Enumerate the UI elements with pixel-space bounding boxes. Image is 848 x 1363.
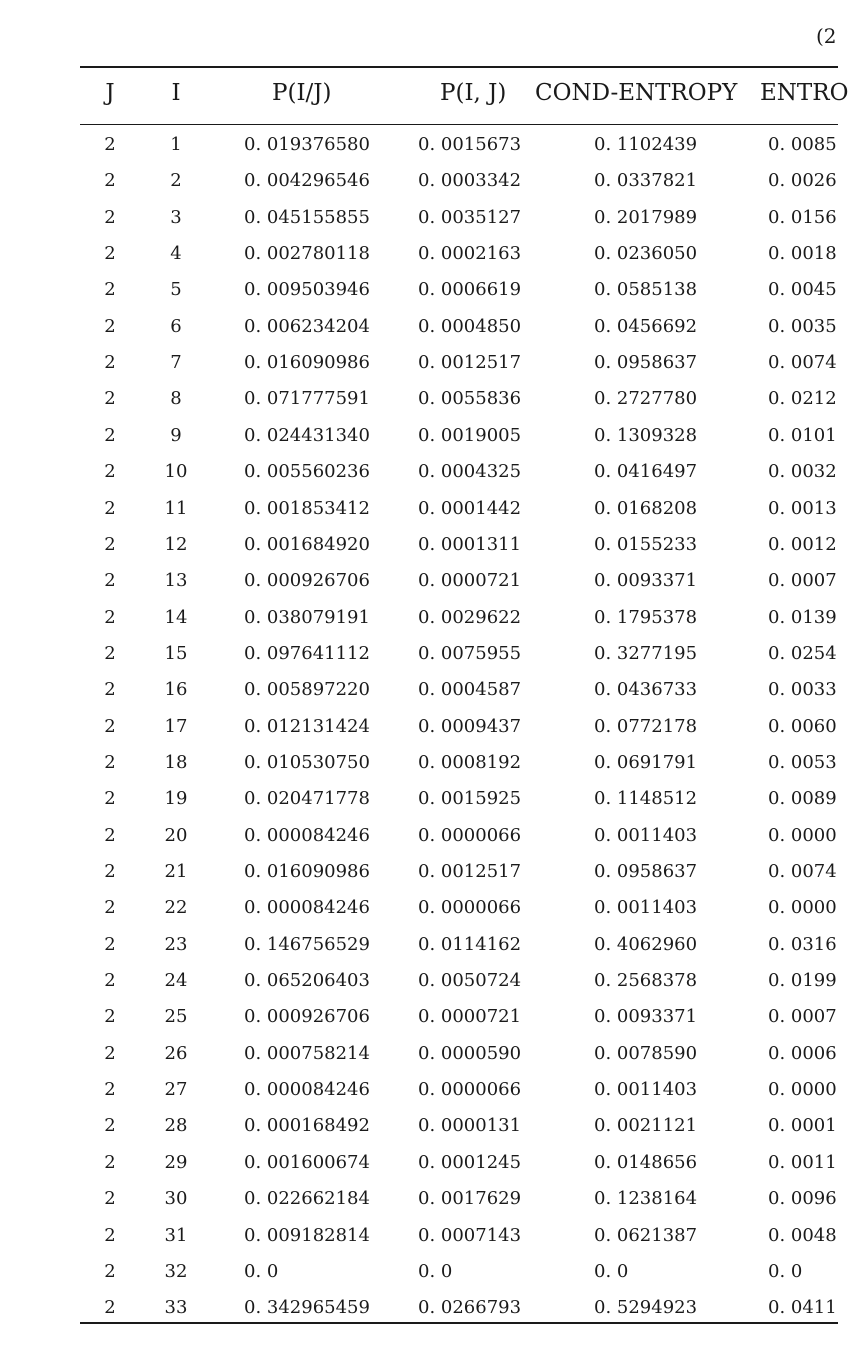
cell-p-i-given-j: 0. 000084246 (244, 1079, 370, 1101)
cell-j: 2 (104, 1079, 116, 1101)
cell-entropy: 0. 0001 (768, 1115, 837, 1137)
table-row (0, 897, 838, 933)
page-number: (2 (816, 24, 837, 48)
cell-j: 2 (104, 279, 116, 301)
table-row (0, 970, 838, 1006)
cell-i: 29 (164, 1151, 188, 1173)
cell-p-i-given-j: 0. 001684920 (244, 533, 370, 555)
cell-p-i-j: 0. 0 (418, 1260, 453, 1282)
cell-i: 25 (164, 1006, 188, 1028)
cell-p-i-given-j: 0. 016090986 (244, 352, 370, 374)
cell-p-i-j: 0. 0012517 (418, 352, 522, 374)
cell-i: 33 (164, 1297, 188, 1319)
cell-entropy: 0. 0156 (768, 206, 837, 228)
header-j: J (105, 80, 115, 106)
cell-entropy: 0. 0007 (768, 1006, 837, 1028)
cell-p-i-given-j: 0. 004296546 (244, 170, 370, 192)
cell-p-i-j: 0. 0004850 (418, 315, 522, 337)
cell-p-i-j: 0. 0055836 (418, 388, 522, 410)
cell-cond-entropy: 0. 0168208 (594, 497, 698, 519)
cell-p-i-j: 0. 0000721 (418, 570, 522, 592)
cell-entropy: 0. 0000 (768, 824, 837, 846)
cell-i: 20 (164, 824, 188, 846)
cell-p-i-j: 0. 0075955 (418, 642, 522, 664)
cell-j: 2 (104, 1260, 116, 1282)
cell-p-i-given-j: 0. 001853412 (244, 497, 370, 519)
cell-entropy: 0. 0032 (768, 461, 837, 483)
table-row (0, 352, 838, 388)
cell-entropy: 0. 0006 (768, 1042, 837, 1064)
cell-entropy: 0. 0007 (768, 570, 837, 592)
table-row (0, 316, 838, 352)
header-p-i-given-j: P(I/J) (272, 80, 332, 106)
cell-cond-entropy: 0. 0 (594, 1260, 629, 1282)
cell-i: 32 (164, 1260, 188, 1282)
cell-p-i-j: 0. 0015925 (418, 788, 522, 810)
cell-cond-entropy: 0. 2727780 (594, 388, 698, 410)
cell-cond-entropy: 0. 0691791 (594, 751, 698, 773)
cell-p-i-given-j: 0. 071777591 (244, 388, 370, 410)
cell-i: 4 (170, 243, 182, 265)
cell-p-i-given-j: 0. 010530750 (244, 751, 370, 773)
cell-p-i-given-j: 0. 009503946 (244, 279, 370, 301)
cell-p-i-given-j: 0. 000758214 (244, 1042, 370, 1064)
cell-entropy: 0. 0212 (768, 388, 837, 410)
table-row (0, 1225, 838, 1261)
table-row (0, 679, 838, 715)
cell-i: 7 (170, 352, 182, 374)
cell-p-i-j: 0. 0000066 (418, 1079, 522, 1101)
cell-p-i-given-j: 0. 005560236 (244, 461, 370, 483)
table-row (0, 243, 838, 279)
cell-p-i-j: 0. 0000721 (418, 1006, 522, 1028)
cell-cond-entropy: 0. 1309328 (594, 424, 698, 446)
table-row (0, 752, 838, 788)
table-top-rule (80, 66, 838, 68)
cell-entropy: 0. 0101 (768, 424, 837, 446)
table-row (0, 425, 838, 461)
cell-entropy: 0. 0199 (768, 970, 837, 992)
cell-j: 2 (104, 1115, 116, 1137)
table-row (0, 825, 838, 861)
cell-cond-entropy: 0. 1148512 (594, 788, 698, 810)
table-row (0, 1043, 838, 1079)
cell-p-i-given-j: 0. 038079191 (244, 606, 370, 628)
cell-j: 2 (104, 134, 116, 155)
cell-p-i-given-j: 0. 000084246 (244, 824, 370, 846)
cell-i: 13 (164, 570, 188, 592)
cell-entropy: 0. 0045 (768, 279, 837, 301)
cell-cond-entropy: 0. 0093371 (594, 570, 698, 592)
cell-entropy: 0. 0000 (768, 1079, 837, 1101)
cell-j: 2 (104, 933, 116, 955)
cell-p-i-j: 0. 0114162 (418, 933, 522, 955)
cell-j: 2 (104, 1188, 116, 1210)
cell-i: 12 (164, 533, 188, 555)
cell-j: 2 (104, 206, 116, 228)
cell-i: 10 (164, 461, 188, 483)
cell-i: 2 (170, 170, 182, 192)
cell-cond-entropy: 0. 0456692 (594, 315, 698, 337)
cell-cond-entropy: 0. 1102439 (594, 134, 698, 155)
cell-p-i-j: 0. 0019005 (418, 424, 522, 446)
table-row (0, 788, 838, 824)
cell-p-i-given-j: 0. 000926706 (244, 570, 370, 592)
cell-p-i-given-j: 0. 000084246 (244, 897, 370, 919)
cell-p-i-given-j: 0. 012131424 (244, 715, 370, 737)
cell-j: 2 (104, 715, 116, 737)
cell-p-i-j: 0. 0266793 (418, 1297, 522, 1319)
cell-p-i-j: 0. 0029622 (418, 606, 522, 628)
table-row (0, 461, 838, 497)
cell-j: 2 (104, 970, 116, 992)
cell-i: 17 (164, 715, 188, 737)
cell-p-i-given-j: 0. 000926706 (244, 1006, 370, 1028)
cell-p-i-given-j: 0. 001600674 (244, 1151, 370, 1173)
cell-j: 2 (104, 1224, 116, 1246)
table-row (0, 1079, 838, 1115)
cell-p-i-given-j: 0. 342965459 (244, 1297, 370, 1319)
cell-entropy: 0. 0033 (768, 679, 837, 701)
table-row (0, 1188, 838, 1224)
cell-cond-entropy: 0. 0236050 (594, 243, 698, 265)
cell-entropy: 0. 0085 (768, 134, 837, 155)
cell-p-i-j: 0. 0000131 (418, 1115, 522, 1137)
cell-i: 19 (164, 788, 188, 810)
cell-p-i-j: 0. 0017629 (418, 1188, 522, 1210)
cell-j: 2 (104, 751, 116, 773)
cell-j: 2 (104, 824, 116, 846)
cell-cond-entropy: 0. 5294923 (594, 1297, 698, 1319)
cell-cond-entropy: 0. 0011403 (594, 897, 698, 919)
cell-entropy: 0. 0096 (768, 1188, 837, 1210)
cell-p-i-j: 0. 0000590 (418, 1042, 522, 1064)
cell-cond-entropy: 0. 0958637 (594, 352, 698, 374)
cell-i: 28 (164, 1115, 188, 1137)
cell-p-i-j: 0. 0004325 (418, 461, 522, 483)
cell-entropy: 0. 0060 (768, 715, 837, 737)
cell-entropy: 0. 0011 (768, 1151, 837, 1173)
cell-i: 21 (164, 861, 188, 882)
cell-j: 2 (104, 861, 116, 882)
table-row (0, 134, 838, 170)
cell-p-i-j: 0. 0000066 (418, 824, 522, 846)
cell-cond-entropy: 0. 0958637 (594, 861, 698, 882)
table-row (0, 498, 838, 534)
cell-j: 2 (104, 497, 116, 519)
cell-p-i-given-j: 0. 005897220 (244, 679, 370, 701)
table-row (0, 934, 838, 970)
table-row (0, 534, 838, 570)
cell-j: 2 (104, 788, 116, 810)
cell-p-i-j: 0. 0000066 (418, 897, 522, 919)
cell-p-i-j: 0. 0015673 (418, 134, 522, 155)
cell-j: 2 (104, 315, 116, 337)
cell-p-i-given-j: 0. 024431340 (244, 424, 370, 446)
cell-cond-entropy: 0. 0011403 (594, 1079, 698, 1101)
cell-p-i-given-j: 0. 0 (244, 1260, 279, 1282)
cell-i: 30 (164, 1188, 188, 1210)
cell-i: 1 (170, 134, 182, 155)
cell-i: 27 (164, 1079, 188, 1101)
cell-p-i-given-j: 0. 016090986 (244, 861, 370, 882)
cell-cond-entropy: 0. 0416497 (594, 461, 698, 483)
cell-j: 2 (104, 1042, 116, 1064)
cell-j: 2 (104, 424, 116, 446)
table-header-rule (80, 124, 838, 125)
cell-i: 8 (170, 388, 182, 410)
cell-j: 2 (104, 388, 116, 410)
table-row (0, 861, 838, 897)
table-row (0, 1115, 838, 1151)
cell-p-i-given-j: 0. 019376580 (244, 134, 370, 155)
cell-cond-entropy: 0. 0772178 (594, 715, 698, 737)
cell-entropy: 0. 0411 (768, 1297, 837, 1319)
cell-i: 16 (164, 679, 188, 701)
cell-j: 2 (104, 570, 116, 592)
cell-cond-entropy: 0. 1238164 (594, 1188, 698, 1210)
cell-p-i-j: 0. 0006619 (418, 279, 522, 301)
cell-cond-entropy: 0. 0436733 (594, 679, 698, 701)
cell-cond-entropy: 0. 0021121 (594, 1115, 698, 1137)
cell-cond-entropy: 0. 4062960 (594, 933, 698, 955)
cell-i: 6 (170, 315, 182, 337)
cell-entropy: 0. 0000 (768, 897, 837, 919)
cell-entropy: 0. 0013 (768, 497, 837, 519)
cell-j: 2 (104, 1297, 116, 1319)
cell-j: 2 (104, 897, 116, 919)
cell-j: 2 (104, 533, 116, 555)
cell-i: 9 (170, 424, 182, 446)
cell-p-i-given-j: 0. 002780118 (244, 243, 370, 265)
cell-cond-entropy: 0. 0621387 (594, 1224, 698, 1246)
cell-p-i-j: 0. 0004587 (418, 679, 522, 701)
cell-entropy: 0. 0 (768, 1260, 803, 1282)
cell-j: 2 (104, 243, 116, 265)
cell-j: 2 (104, 642, 116, 664)
cell-p-i-j: 0. 0001311 (418, 533, 522, 555)
cell-i: 26 (164, 1042, 188, 1064)
cell-i: 15 (164, 642, 188, 664)
cell-p-i-given-j: 0. 006234204 (244, 315, 370, 337)
cell-cond-entropy: 0. 3277195 (594, 642, 698, 664)
cell-p-i-j: 0. 0001442 (418, 497, 522, 519)
cell-i: 22 (164, 897, 188, 919)
cell-p-i-j: 0. 0035127 (418, 206, 522, 228)
table-row (0, 388, 838, 424)
cell-cond-entropy: 0. 0011403 (594, 824, 698, 846)
cell-p-i-given-j: 0. 020471778 (244, 788, 370, 810)
cell-i: 18 (164, 751, 188, 773)
cell-p-i-j: 0. 0050724 (418, 970, 522, 992)
cell-i: 24 (164, 970, 188, 992)
cell-entropy: 0. 0316 (768, 933, 837, 955)
cell-j: 2 (104, 1006, 116, 1028)
cell-j: 2 (104, 679, 116, 701)
cell-entropy: 0. 0139 (768, 606, 837, 628)
cell-p-i-given-j: 0. 146756529 (244, 933, 370, 955)
cell-p-i-j: 0. 0002163 (418, 243, 522, 265)
cell-entropy: 0. 0035 (768, 315, 837, 337)
header-p-i-j: P(I, J) (440, 80, 507, 106)
cell-p-i-given-j: 0. 065206403 (244, 970, 370, 992)
cell-i: 23 (164, 933, 188, 955)
cell-i: 14 (164, 606, 188, 628)
cell-entropy: 0. 0089 (768, 788, 837, 810)
cell-i: 11 (164, 497, 188, 519)
cell-cond-entropy: 0. 0078590 (594, 1042, 698, 1064)
cell-cond-entropy: 0. 0585138 (594, 279, 698, 301)
cell-p-i-j: 0. 0001245 (418, 1151, 522, 1173)
table-row (0, 570, 838, 606)
cell-entropy: 0. 0026 (768, 170, 837, 192)
cell-cond-entropy: 0. 0155233 (594, 533, 698, 555)
table-row (0, 643, 838, 679)
cell-j: 2 (104, 461, 116, 483)
cell-p-i-given-j: 0. 097641112 (244, 642, 370, 664)
table-row (0, 1006, 838, 1042)
table-row (0, 279, 838, 315)
cell-i: 31 (164, 1224, 188, 1246)
cell-p-i-j: 0. 0008192 (418, 751, 522, 773)
cell-cond-entropy: 0. 0148656 (594, 1151, 698, 1173)
cell-cond-entropy: 0. 0093371 (594, 1006, 698, 1028)
cell-entropy: 0. 0074 (768, 352, 837, 374)
cell-p-i-given-j: 0. 000168492 (244, 1115, 370, 1137)
cell-entropy: 0. 0048 (768, 1224, 837, 1246)
cell-i: 3 (170, 206, 182, 228)
cell-p-i-j: 0. 0012517 (418, 861, 522, 882)
cell-p-i-j: 0. 0009437 (418, 715, 522, 737)
cell-p-i-j: 0. 0003342 (418, 170, 522, 192)
table-bottom-rule (80, 1322, 838, 1324)
cell-j: 2 (104, 1151, 116, 1173)
cell-j: 2 (104, 352, 116, 374)
cell-p-i-given-j: 0. 022662184 (244, 1188, 370, 1210)
cell-p-i-given-j: 0. 045155855 (244, 206, 370, 228)
table-row (0, 716, 838, 752)
header-cond-entropy: COND-ENTROPY (535, 80, 738, 106)
table-row (0, 1297, 838, 1333)
table-row (0, 1261, 838, 1297)
header-i: I (171, 80, 181, 106)
cell-j: 2 (104, 170, 116, 192)
cell-entropy: 0. 0074 (768, 861, 837, 882)
cell-p-i-j: 0. 0007143 (418, 1224, 522, 1246)
cell-entropy: 0. 0012 (768, 533, 837, 555)
cell-entropy: 0. 0254 (768, 642, 837, 664)
table-row (0, 207, 838, 243)
header-entropy: ENTRO (760, 80, 848, 106)
table-row (0, 170, 838, 206)
cell-cond-entropy: 0. 0337821 (594, 170, 698, 192)
cell-entropy: 0. 0053 (768, 751, 837, 773)
cell-cond-entropy: 0. 2017989 (594, 206, 698, 228)
table-header-row (0, 80, 848, 114)
cell-entropy: 0. 0018 (768, 243, 837, 265)
table-row (0, 607, 838, 643)
cell-i: 5 (170, 279, 182, 301)
cell-cond-entropy: 0. 2568378 (594, 970, 698, 992)
cell-cond-entropy: 0. 1795378 (594, 606, 698, 628)
cell-p-i-given-j: 0. 009182814 (244, 1224, 370, 1246)
cell-j: 2 (104, 606, 116, 628)
table-row (0, 1152, 838, 1188)
